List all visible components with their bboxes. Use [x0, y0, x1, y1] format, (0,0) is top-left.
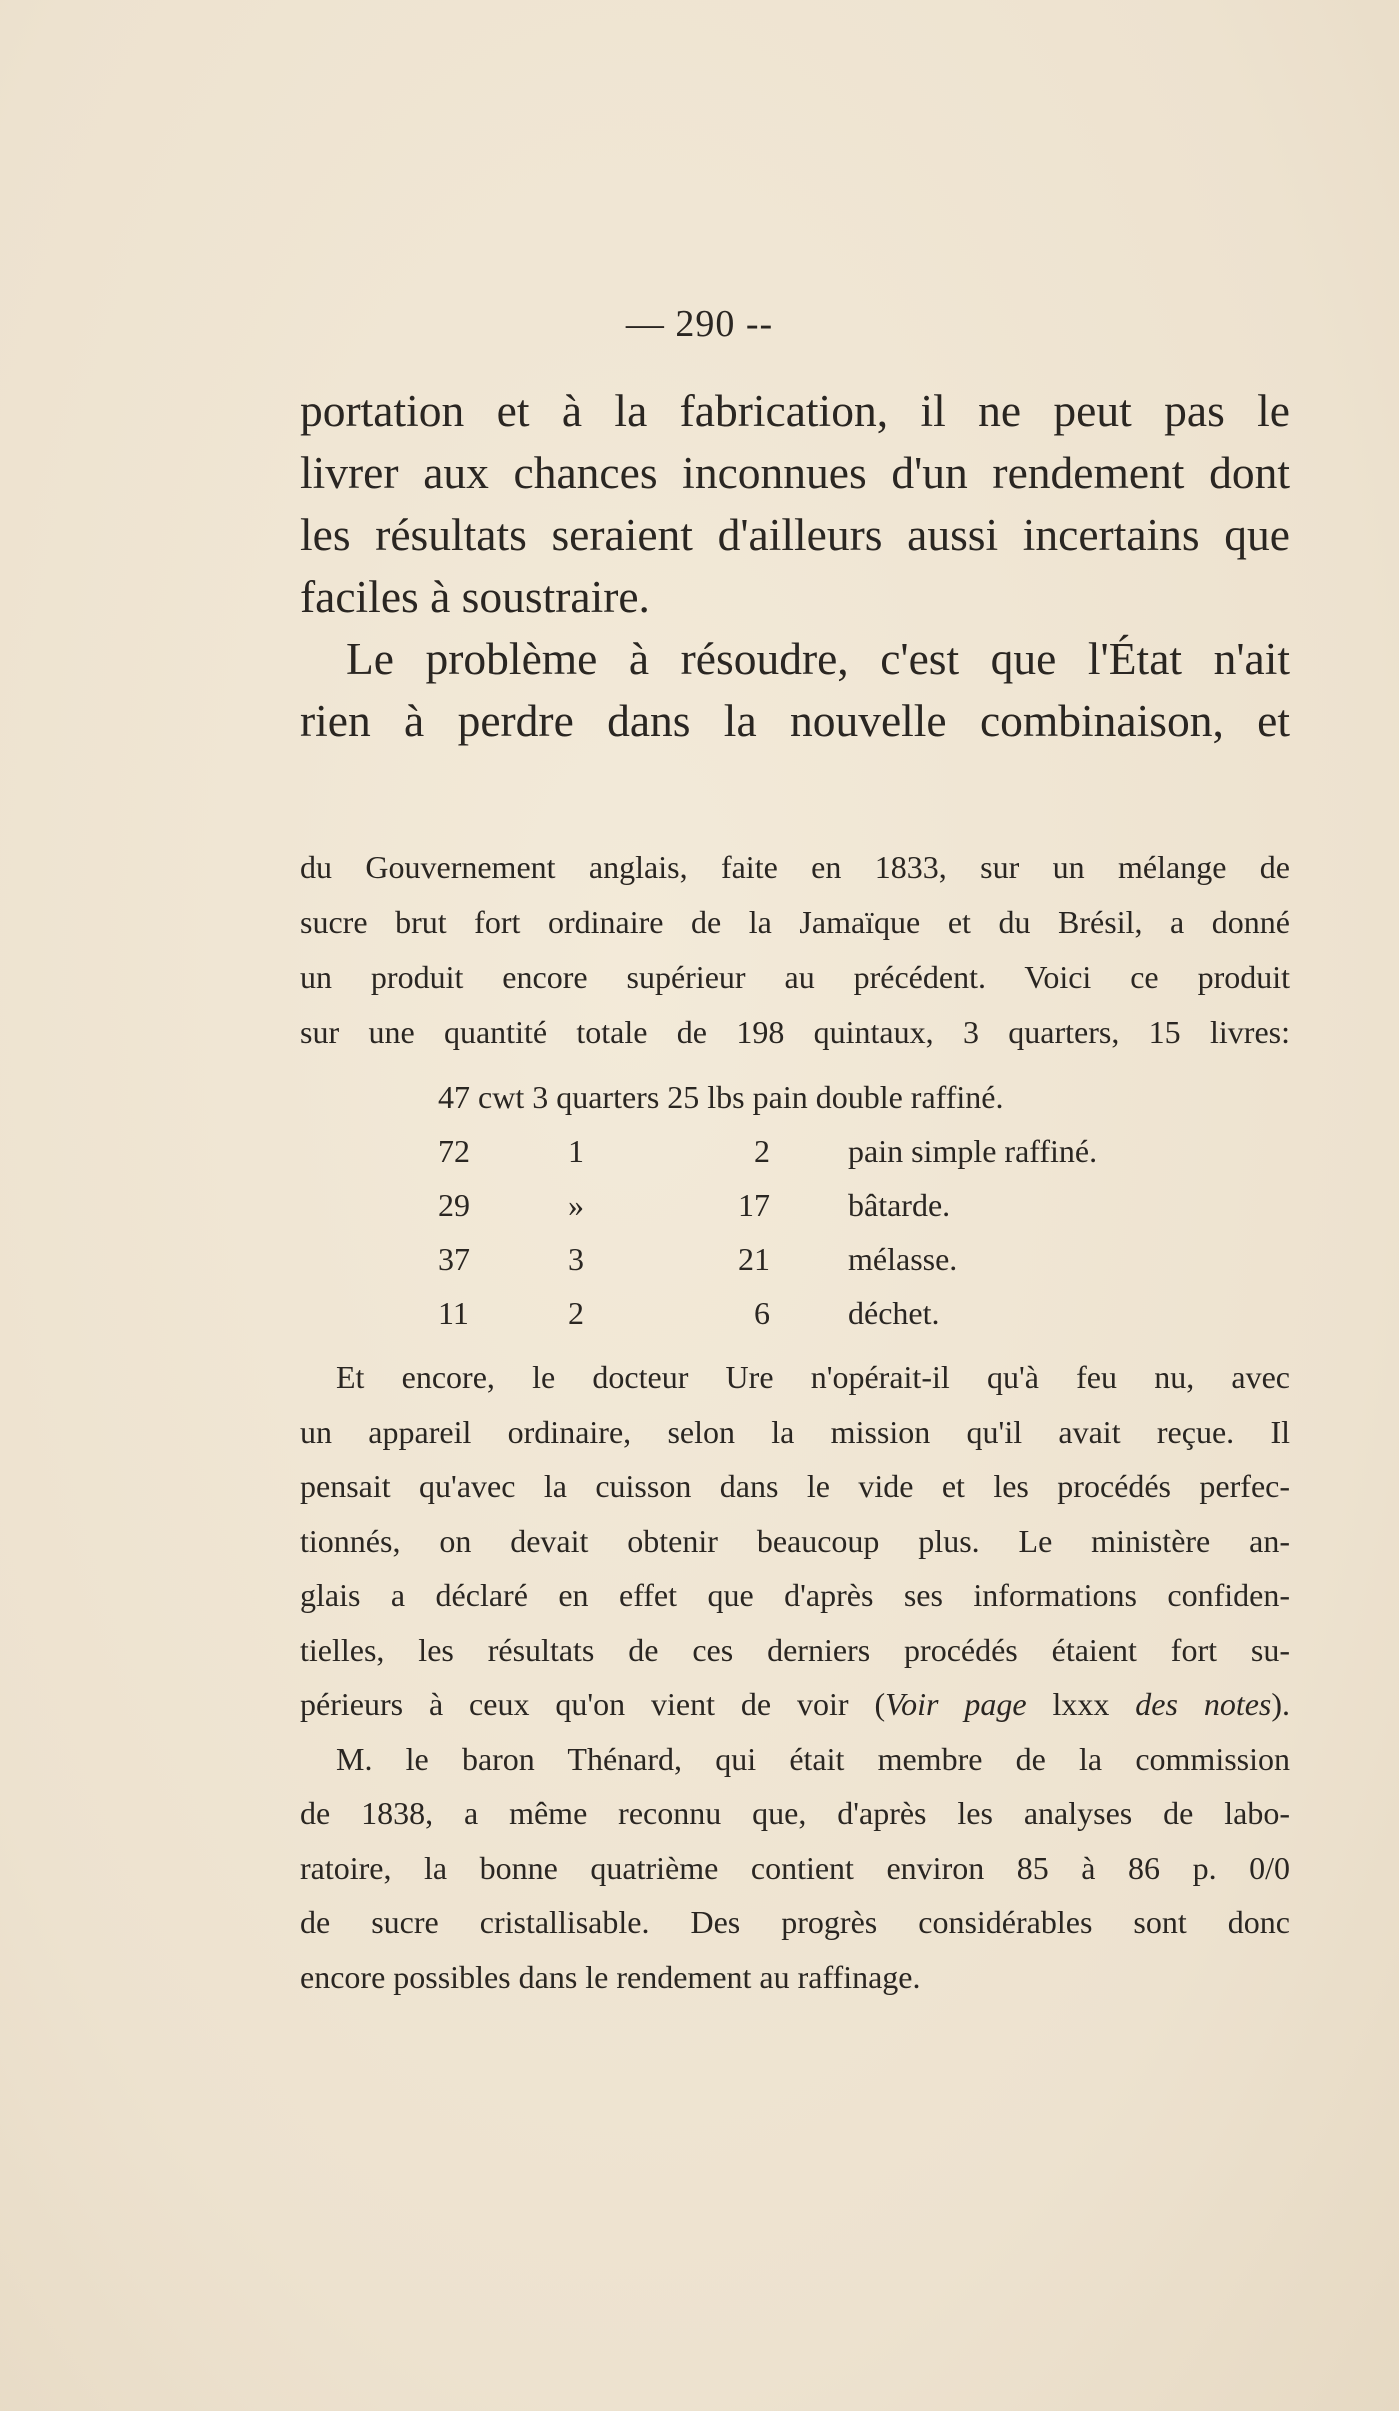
footnote-intro: [300, 840, 1290, 1060]
note-reference-line: [300, 1677, 1290, 1732]
text-line: livrer aux chances inconnues d'un rendement dont: [300, 447, 1290, 498]
note-line: sucre brut fort ordinaire de la Jamaïque et du Brésil, a donné: [300, 904, 1290, 940]
text-line: rien à perdre dans la nouvelle combinaison, et: [300, 695, 1290, 746]
cwt-cell: 37: [438, 1241, 470, 1277]
lbs-cell: 21: [738, 1241, 770, 1277]
note-line: un appareil ordinaire, selon la mission qu'il avait reçue. Il: [300, 1413, 1290, 1450]
note-line: tielles, les résultats de ces derniers procédés étaient fort su-: [300, 1631, 1290, 1668]
page-number: — 290 --: [625, 303, 774, 345]
quarters-cell: 1: [568, 1133, 584, 1169]
note-line: un produit encore supérieur au précédent. Voici ce produit: [300, 959, 1290, 995]
text-line: Le problème à résoudre, c'est que l'État n'ait: [346, 633, 1290, 684]
main-paragraph: [300, 380, 1290, 752]
quarters-cell: »: [568, 1187, 584, 1223]
note-line: du Gouvernement anglais, faite en 1833, sur un mélange de: [300, 849, 1290, 885]
lbs-cell: 2: [754, 1133, 770, 1169]
note-line: sur une quantité totale de 198 quintaux, 3 quarters, 15 livres:: [300, 1014, 1290, 1050]
ref-suffix: ).: [1271, 1686, 1291, 1722]
product-cell: pain simple raffiné.: [848, 1133, 1098, 1169]
text-line: faciles à soustraire.: [300, 571, 650, 622]
ref-middle: lxxx: [1026, 1686, 1136, 1722]
cwt-cell: 29: [438, 1187, 470, 1223]
cwt-cell: 11: [438, 1295, 469, 1331]
note-line: de sucre cristallisable. Des progrès considérables sont donc: [300, 1904, 1290, 1940]
table-row: [438, 1286, 1003, 1340]
table-row: [438, 1178, 1003, 1232]
product-table: [438, 1070, 1098, 1340]
quarters-cell: 2: [568, 1295, 584, 1331]
note-line: M. le baron Thénard, qui était membre de la commission: [336, 1740, 1290, 1777]
note-line: Et encore, le docteur Ure n'opérait-il qu'à feu nu, avec: [336, 1359, 1290, 1395]
product-cell: déchet.: [848, 1295, 940, 1331]
text-line: portation et à la fabrication, il ne peut pas le: [300, 385, 1290, 436]
note-line: ratoire, la bonne quatrième contient environ 85 à 86 p. 0/0: [300, 1849, 1290, 1886]
table-header: 47 cwt 3 quarters 25 lbs pain double raffiné.: [438, 1079, 1004, 1115]
text-line: les résultats seraient d'ailleurs aussi incertains que: [300, 509, 1290, 560]
table-header-row: [438, 1070, 1003, 1124]
product-cell: bâtarde.: [848, 1187, 951, 1223]
table-row: [438, 1232, 1003, 1286]
cwt-cell: 72: [438, 1133, 470, 1169]
ref-italic-des-notes: des notes: [1135, 1686, 1272, 1722]
ref-prefix: périeurs à ceux qu'on vient de voir (: [300, 1686, 886, 1722]
product-cell: mélasse.: [848, 1241, 958, 1277]
footnote-continued: [300, 1350, 1290, 2004]
note-line: pensait qu'avec la cuisson dans le vide et les procédés perfec-: [300, 1468, 1290, 1504]
lbs-cell: 17: [738, 1187, 770, 1223]
note-line: encore possibles dans le rendement au raffinage.: [300, 1958, 921, 1995]
note-line: glais a déclaré en effet que d'après ses informations confiden-: [300, 1577, 1290, 1613]
quarters-cell: 3: [568, 1241, 584, 1277]
table-row: [438, 1124, 1098, 1178]
note-line: de 1838, a même reconnu que, d'après les analyses de labo-: [300, 1795, 1290, 1831]
lbs-cell: 6: [754, 1295, 770, 1331]
ref-italic-voir-page: Voir page: [885, 1686, 1027, 1722]
note-line: tionnés, on devait obtenir beaucoup plus. Le ministère an-: [300, 1522, 1290, 1559]
